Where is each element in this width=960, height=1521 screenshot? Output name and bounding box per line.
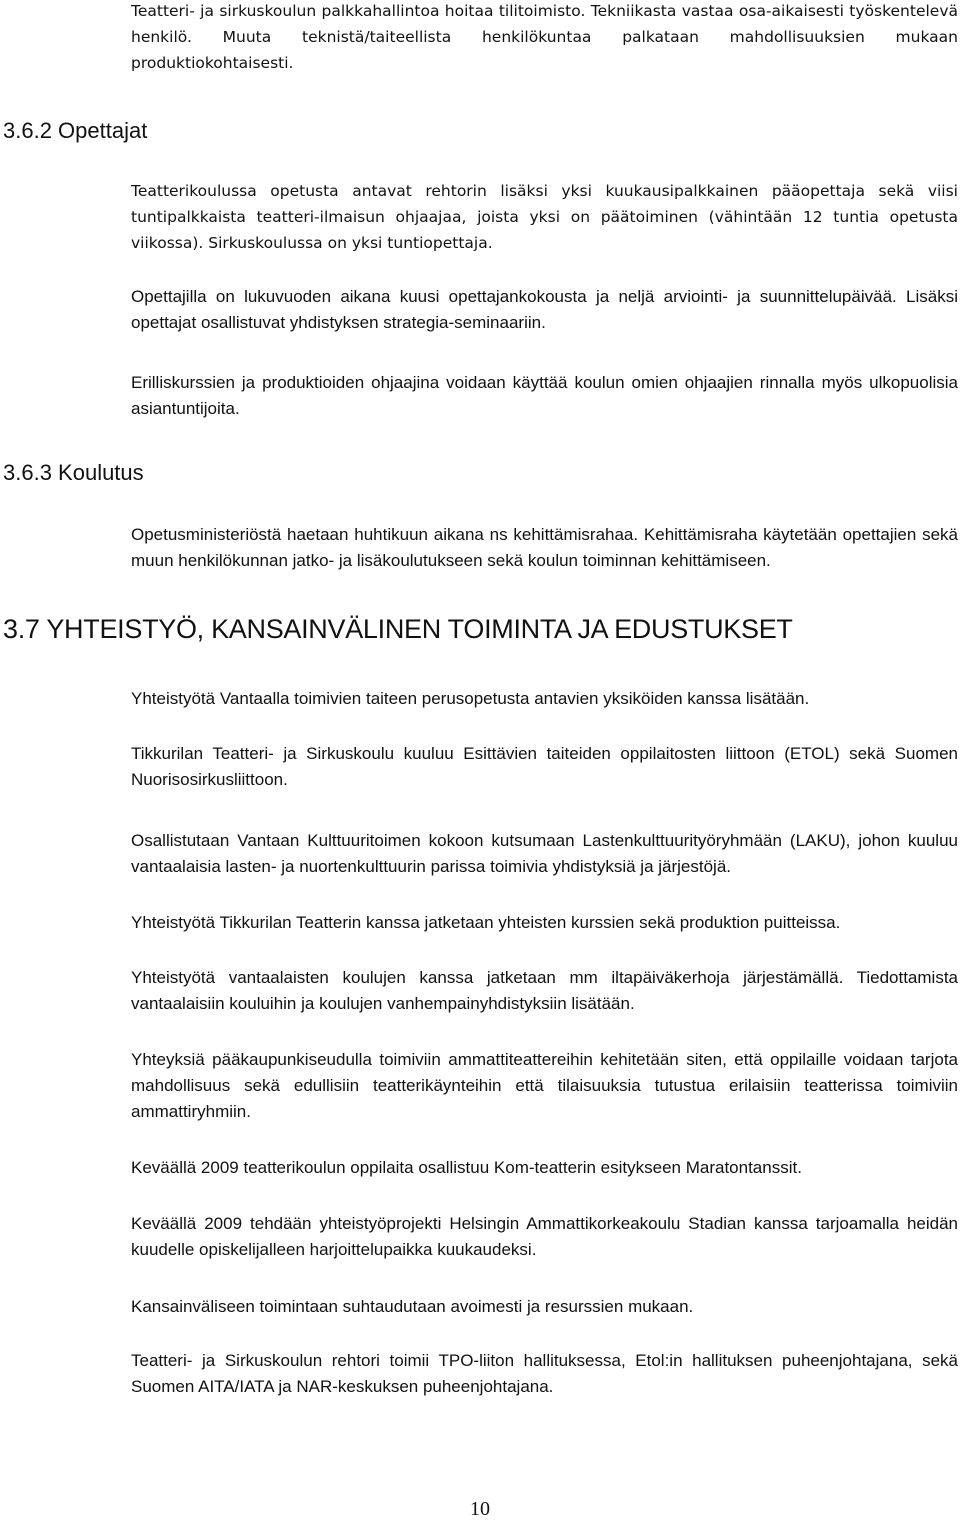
yhteistyo-paragraph-2: Tikkurilan Teatteri- ja Sirkuskoulu kuuluu Esittävien taiteiden oppilaitosten liittoon (ETOL) sekä Suomen Nuorisosirkusliittoon.: [131, 744, 958, 789]
opettajat-paragraph-2: Opettajilla on lukuvuoden aikana kuusi opettajankokousta ja neljä arviointi- ja suunnittelupäivää. Lisäksi opettajat osallistuvat yhdistyksen strategia-seminaariin.: [131, 287, 958, 332]
opettajat-paragraph-1: Teatterikoulussa opetusta antavat rehtorin lisäksi yksi kuukausipalkkainen pääopettaja sekä viisi tuntipalkkaista teatteri-ilmaisun ohjaajaa, joista yksi on päätoiminen (vähintään 12 tuntia opetusta viikossa). Sirkuskoulussa on yksi tuntiopettaja.: [131, 182, 958, 252]
section-heading-yhteistyo: 3.7 YHTEISTYÖ, KANSAINVÄLINEN TOIMINTA JA EDUSTUKSET: [3, 614, 793, 644]
section-heading-opettajat: 3.6.2 Opettajat: [3, 118, 148, 143]
yhteistyo-paragraph-5: Yhteistyötä vantaalaisten koulujen kanssa jatketaan mm iltapäiväkerhoja järjestämällä. Tiedottamista vantaalaisiin kouluihin ja koulujen vanhempainyhdistyksiin lisätään.: [131, 968, 958, 1013]
yhteistyo-paragraph-6: Yhteyksiä pääkaupunkiseudulla toimiviin ammattiteattereihin kehitetään siten, että oppilaille voidaan tarjota mahdollisuus sekä edullisiin teatterikäynteihin että tilaisuuksia tutustua erilaisiin teatterissa toimiviin ammattiryhmiin.: [131, 1050, 958, 1121]
section-heading-koulutus: 3.6.3 Koulutus: [3, 460, 144, 485]
opettajat-paragraph-3: Erilliskurssien ja produktioiden ohjaajina voidaan käyttää koulun omien ohjaajien rinnalla myös ulkopuolisia asiantuntijoita.: [131, 373, 958, 418]
yhteistyo-paragraph-10: Teatteri- ja Sirkuskoulun rehtori toimii TPO-liiton hallituksessa, Etol:in hallituksen puheenjohtajana, sekä Suomen AITA/IATA ja NAR-keskuksen puheenjohtajana.: [131, 1351, 958, 1396]
yhteistyo-paragraph-4: Yhteistyötä Tikkurilan Teatterin kanssa jatketaan yhteisten kurssien sekä produktion puitteissa.: [131, 913, 841, 932]
yhteistyo-paragraph-9: Kansainväliseen toimintaan suhtaudutaan avoimesti ja resurssien mukaan.: [131, 1297, 694, 1316]
yhteistyo-paragraph-3: Osallistutaan Vantaan Kulttuuritoimen kokoon kutsumaan Lastenkulttuurityöryhmään (LAKU), johon kuuluu vantaalaisia lasten- ja nuortenkulttuurin parissa toimivia yhdistyksiä ja järjestöjä.: [131, 831, 958, 876]
yhteistyo-paragraph-1: Yhteistyötä Vantaalla toimivien taiteen perusopetusta antavien yksiköiden kanssa lisätään.: [131, 689, 810, 708]
koulutus-paragraph-1: Opetusministeriöstä haetaan huhtikuun aikana ns kehittämisrahaa. Kehittämisraha käytetään opettajien sekä muun henkilökunnan jatko- ja lisäkoulutukseen sekä koulun toiminnan kehittämiseen.: [131, 525, 958, 570]
yhteistyo-paragraph-8: Keväällä 2009 tehdään yhteistyöprojekti Helsingin Ammattikorkeakoulu Stadian kanssa tarjoamalla heidän kuudelle opiskelijalleen harjoittelupaikka kuukaudeksi.: [131, 1214, 958, 1259]
intro-paragraph: Teatteri- ja sirkuskoulun palkkahallintoa hoitaa tilitoimisto. Tekniikasta vastaa osa-aikaisesti työskentelevä henkilö. Muuta teknistä/taiteellista henkilökuntaa palkataan mahdollisuuksien mukaan produktiokohtaisesti.: [131, 2, 958, 72]
yhteistyo-paragraph-7: Keväällä 2009 teatterikoulun oppilaita osallistuu Kom-teatterin esitykseen Maratontanssit.: [131, 1158, 802, 1177]
page-number: 10: [470, 1498, 490, 1520]
